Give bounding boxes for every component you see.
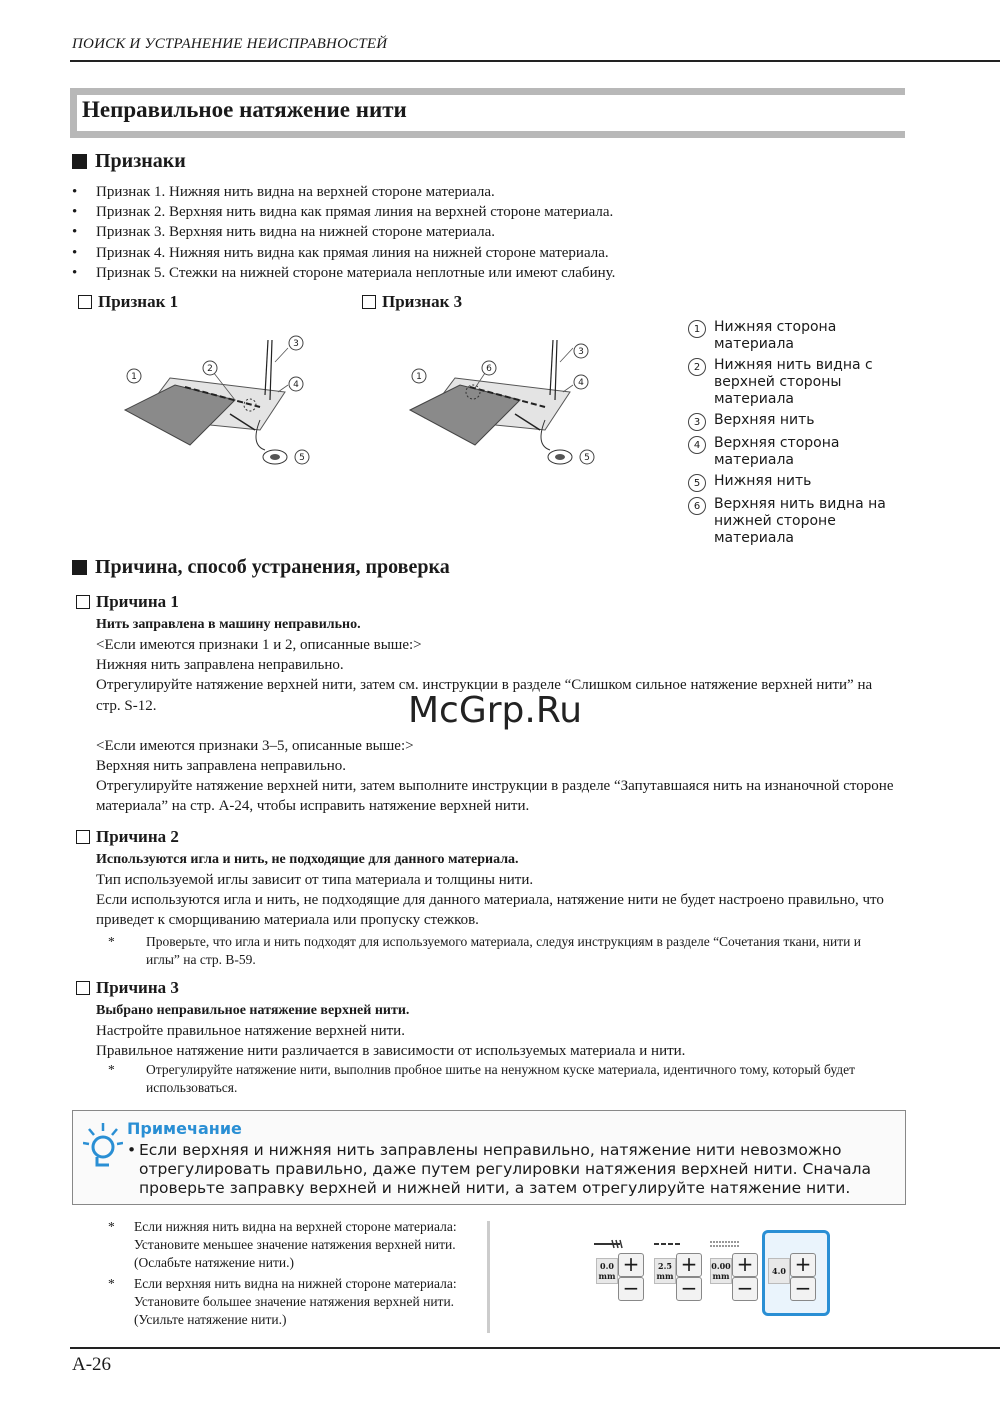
- page-number: A-26: [72, 1354, 112, 1375]
- cause1-body: Нить заправлена в машину неправильно. <Если имеются признаки 1 и 2, описанные выше:> Нижняя нить заправлена неправильно. Отрегулируйте натяжение верхней нити, затем см. инструкции в разделе “Слишком сильное натяжение верхней нити” на стр. S-12. <Если имеются признаки 3–5, описанные выше:> Верхняя нить заправлена неправильно. Отрегулируйте натяжение верхней нити, затем выполните инструкции в разделе “Запутавшаяся нить на изнаночной стороне материала” на стр. A-24, чтобы исправить натяжение верхней нити.: [96, 617, 894, 815]
- sign1-illustration: [110, 330, 320, 475]
- title-bar: [70, 88, 905, 138]
- list-item: • Признак 1. Нижняя нить видна на верхней стороне материала.: [72, 184, 495, 200]
- callout-1: 1: [131, 372, 137, 382]
- plus-button[interactable]: +: [732, 1253, 758, 1277]
- callout-1: 1: [416, 372, 422, 382]
- legend-item: 6 Верхняя нить видна на нижней стороне материала: [688, 496, 908, 547]
- value-display: 2.5 mm: [654, 1258, 676, 1284]
- value-display: 0.00 mm: [710, 1258, 732, 1284]
- minus-button[interactable]: −: [676, 1277, 702, 1301]
- section-header: ПОИСК И УСТРАНЕНИЕ НЕИСПРАВНОСТЕЙ: [72, 36, 388, 52]
- cause3-label: Причина 3: [76, 978, 179, 998]
- figure-sign3-label: Признак 3: [362, 292, 462, 312]
- cause1-label: Причина 1: [76, 592, 179, 612]
- sign3-illustration: [395, 330, 605, 475]
- checkbox-square-icon: [78, 295, 92, 309]
- callout-5: 5: [584, 453, 590, 463]
- note-text: • Если верхняя и нижняя нить заправлены неправильно, натяжение нити невозможно отрегулировать правильно, даже путем регулировки натяжения верхней нити. Сначала проверьте заправку верхней и нижней нити, а затем отрегулируйте натяжение нити.: [127, 1141, 872, 1197]
- value-display: 0.0 mm: [596, 1258, 618, 1284]
- plus-button[interactable]: +: [676, 1253, 702, 1277]
- callout-4: 4: [578, 378, 584, 388]
- checkbox-square-icon: [76, 595, 90, 609]
- callout-2: 2: [207, 364, 213, 374]
- list-item: • Признак 4. Нижняя нить видна как прямая линия на нижней стороне материала.: [72, 244, 609, 261]
- list-item: • Признак 2. Верхняя нить видна как прямая линия на верхней стороне материала.: [72, 204, 614, 221]
- footnotes: [108, 1218, 478, 1331]
- footer-rule: [70, 1347, 1000, 1349]
- minus-button[interactable]: −: [732, 1277, 758, 1301]
- minus-button[interactable]: −: [618, 1277, 644, 1301]
- header-rule: [70, 60, 1000, 62]
- stitch-length-control: [594, 1238, 648, 1304]
- callout-4: 4: [293, 380, 299, 390]
- list-item: • Признак 3. Верхняя нить видна на нижней стороне материала.: [72, 224, 495, 241]
- cause2-body: Используются игла и нить, не подходящие для данного материала. Тип используемой иглы зависит от типа материала и толщины нити. Если используются игла и нить, не подходящие для данного материала, натяжение нити не будет настроено правильно, что приведет к сморщиванию материала или пропуску стежков. * Проверьте, что игла и нить подходят для используемого материала, следуя инструкциям в разделе “Сочетания ткани, нити и иглы” на стр. B-59.: [96, 852, 884, 967]
- signs-heading: Признаки: [72, 150, 186, 173]
- divider: [487, 1221, 490, 1333]
- signs-list: [72, 182, 952, 283]
- value-display: 4.0: [768, 1258, 790, 1284]
- note-box: [72, 1110, 906, 1205]
- square-bullet-icon: [72, 560, 87, 575]
- footnote: * Если нижняя нить видна на верхней стороне материала: Установите меньшее значение натяжения верхней нити. (Ослабьте натяжение нити.): [108, 1219, 457, 1271]
- legend-item: 1 Нижняя сторона материала: [688, 319, 908, 353]
- note-title: Примечание: [127, 1119, 242, 1138]
- footnote: * Если верхняя нить видна на нижней стороне материала: Установите большее значение натяжения верхней нити. (Усильте натяжение нити.): [108, 1275, 457, 1328]
- cause2-label: Причина 2: [76, 827, 179, 847]
- checkbox-square-icon: [76, 830, 90, 844]
- legend-item: 3 Верхняя нить: [688, 412, 908, 431]
- stitch-width-control: [652, 1238, 706, 1304]
- legend-item: 2 Нижняя нить видна с верхней стороны материала: [688, 357, 908, 408]
- plus-button[interactable]: +: [618, 1253, 644, 1277]
- list-item: • Признак 5. Стежки на нижней стороне материала неплотные или имеют слабину.: [72, 264, 616, 281]
- watermark: McGrp.Ru: [408, 690, 583, 731]
- legend-item: 4 Верхняя сторона материала: [688, 435, 908, 469]
- causes-heading: Причина, способ устранения, проверка: [72, 556, 450, 579]
- lightbulb-icon: [83, 1121, 123, 1167]
- legend-item: 5 Нижняя нить: [688, 473, 908, 492]
- page-title: Неправильное натяжение нити: [82, 97, 407, 122]
- plus-button[interactable]: +: [790, 1253, 816, 1277]
- thread-tension-control: [766, 1238, 820, 1304]
- callout-5: 5: [299, 453, 305, 463]
- callout-3: 3: [293, 339, 299, 349]
- position-control: [708, 1238, 762, 1304]
- checkbox-square-icon: [76, 981, 90, 995]
- square-bullet-icon: [72, 154, 87, 169]
- cause3-body: Выбрано неправильное натяжение верхней нити. Настройте правильное натяжение верхней нити. Правильное натяжение нити различается в зависимости от используемых материала и нити. * Отрегулируйте натяжение нити, выполнив пробное шитье на ненужном куске материала, идентичного тому, который будет использоваться.: [96, 1003, 856, 1096]
- callout-6: 6: [486, 364, 492, 374]
- figure-sign1-label: Признак 1: [78, 292, 178, 312]
- checkbox-square-icon: [362, 295, 376, 309]
- minus-button[interactable]: −: [790, 1277, 816, 1301]
- figure-legend: [688, 319, 908, 551]
- callout-3: 3: [578, 347, 584, 357]
